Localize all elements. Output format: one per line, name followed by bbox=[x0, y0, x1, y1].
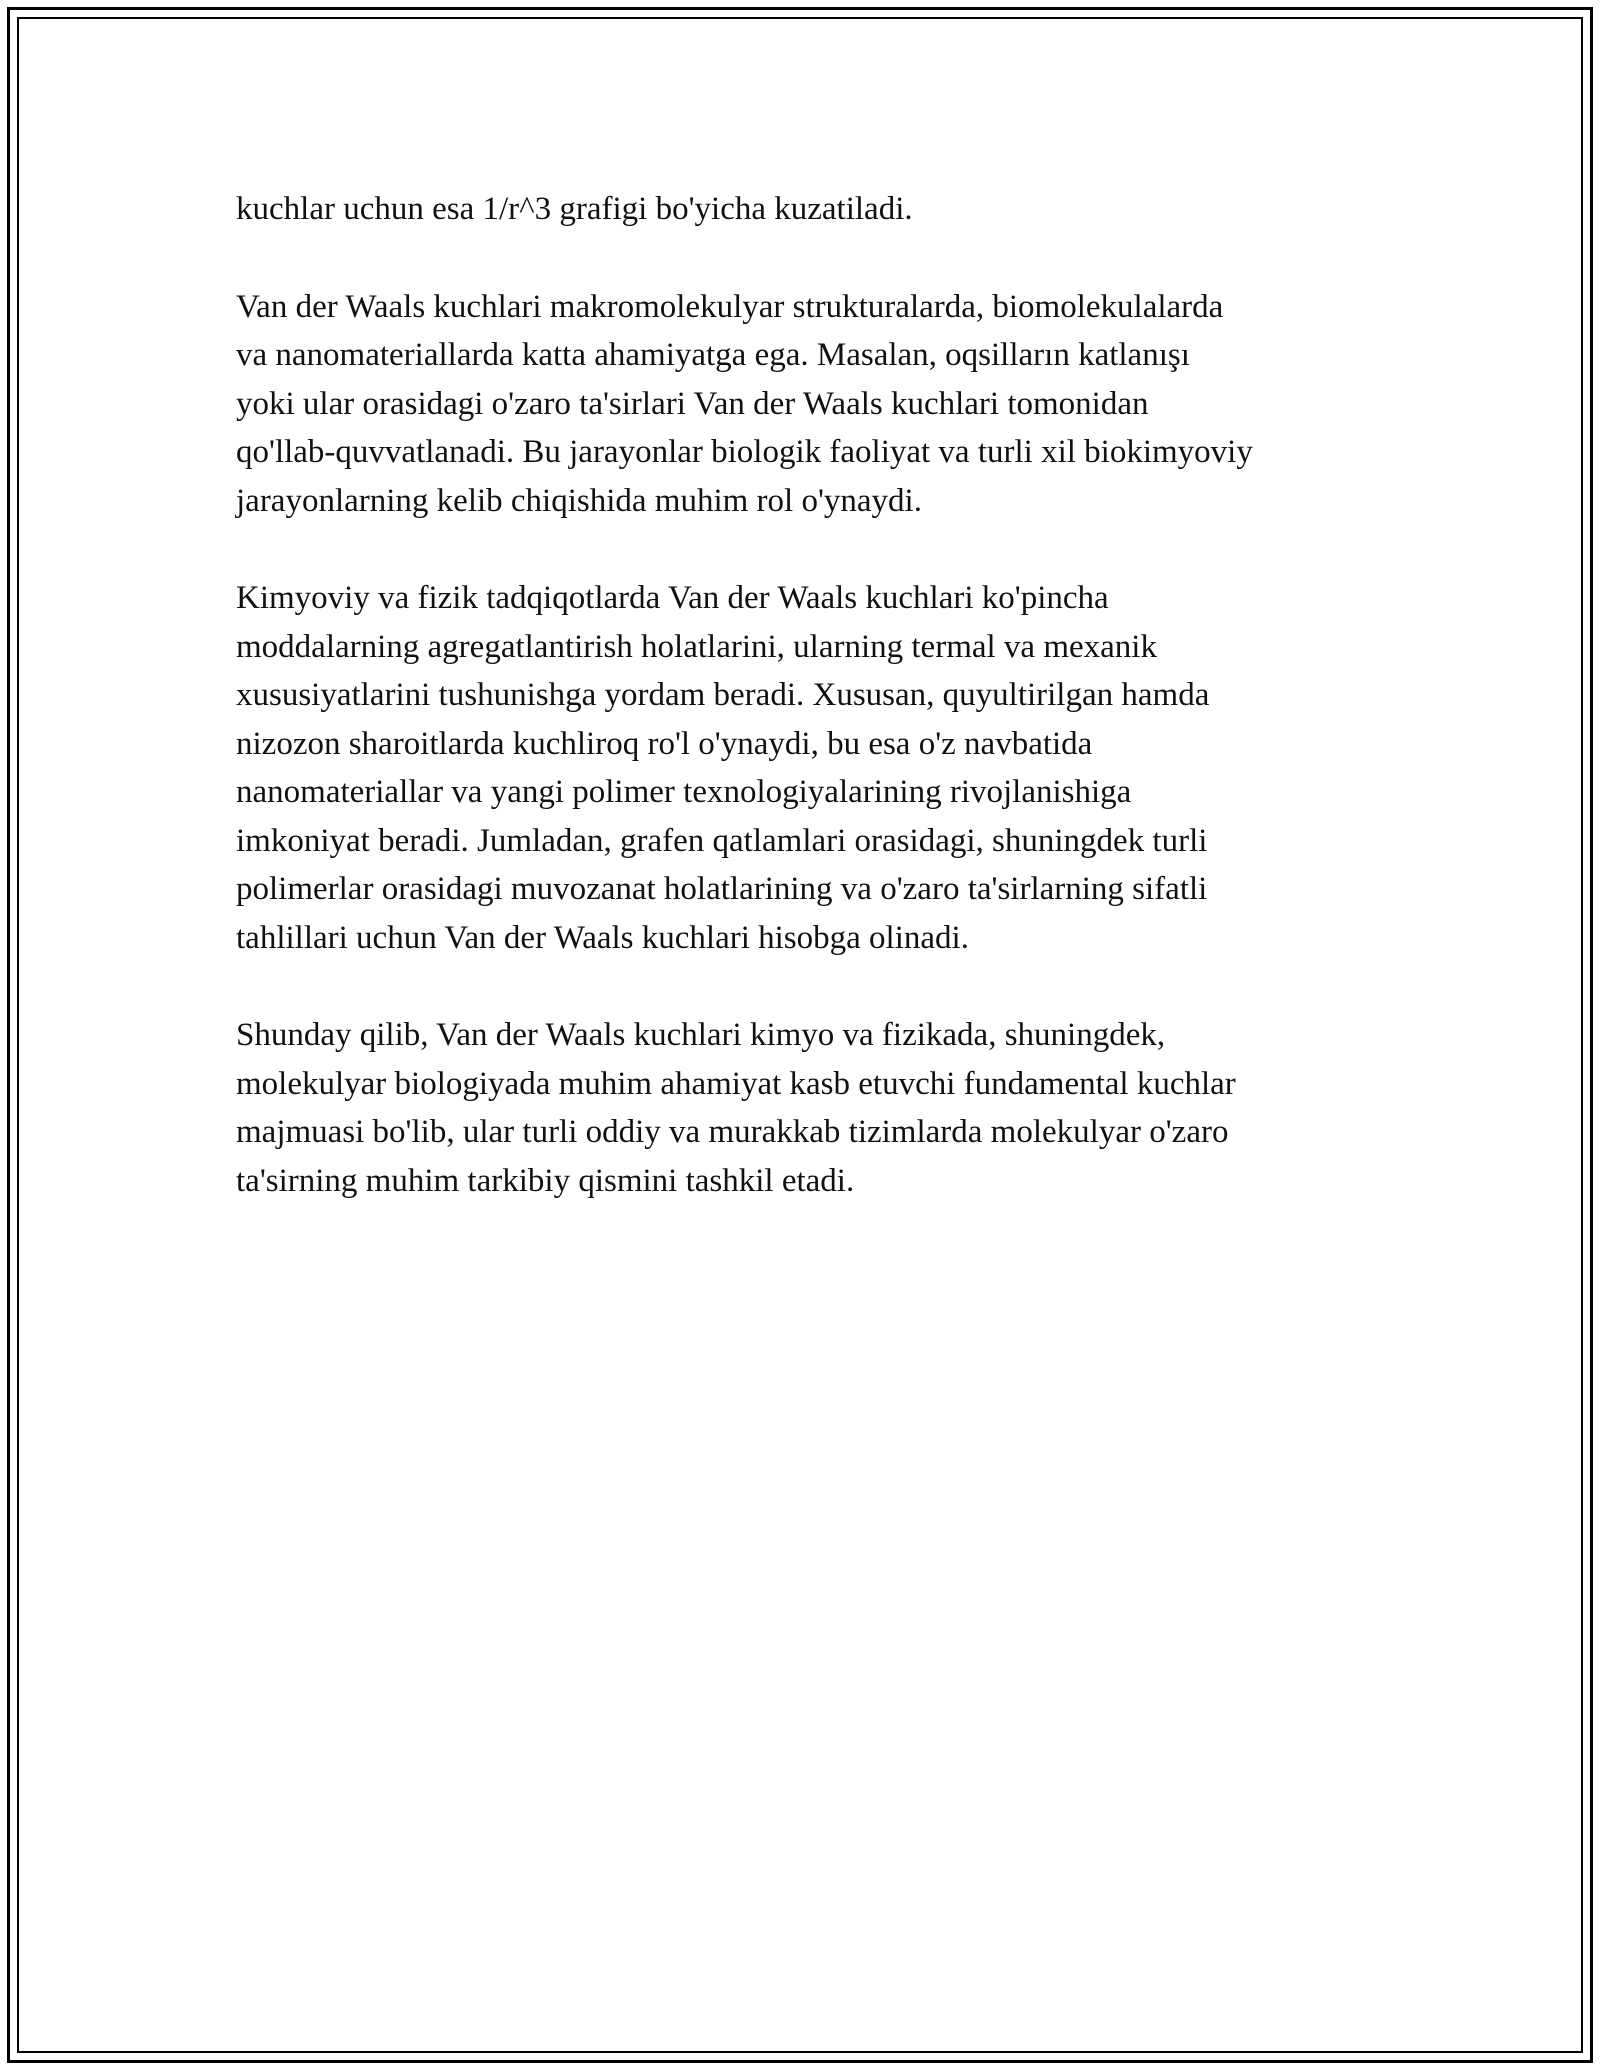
text-line: jarayonlarning kelib chiqishida muhim rol o'ynaydi. bbox=[236, 482, 922, 519]
document-body bbox=[236, 185, 1396, 1254]
text-line: nizozon sharoitlarda kuchliroq ro'l o'ynaydi, bu esa o'z navbatida bbox=[236, 725, 1093, 762]
text-line: qo'llab-quvvatlanadi. Bu jarayonlar biologik faoliyat va turli xil biokimyoviy bbox=[236, 434, 1253, 470]
text-line: nanomateriallar va yangi polimer texnologiyalarining rivojlanishiga bbox=[236, 774, 1132, 810]
text-line: majmuasi bo'lib, ular turli oddiy va murakkab tizimlarda molekulyar o'zaro bbox=[236, 1114, 1229, 1150]
text-line: polimerlar orasidagi muvozanat holatlarining va o'zaro ta'sirlarning sifatli bbox=[236, 871, 1208, 907]
text-line: kuchlar uchun esa 1/r^3 grafigi bo'yicha kuzatiladi. bbox=[236, 191, 913, 227]
text-line: tahlillari uchun Van der Waals kuchlari hisobga olinadi. bbox=[236, 919, 969, 956]
text-line: Van der Waals kuchlari makromolekulyar strukturalarda, biomolekulalarda bbox=[236, 288, 1224, 325]
text-line: moddalarning agregatlantirish holatlarini, ularning termal va mexanik bbox=[236, 628, 1157, 665]
paragraph-4 bbox=[236, 1011, 1396, 1205]
text-line: molekulyar biologiyada muhim ahamiyat kasb etuvchi fundamental kuchlar bbox=[236, 1065, 1236, 1102]
text-line: Kimyoviy va fizik tadqiqotlarda Van der Waals kuchlari ko'pincha bbox=[236, 580, 1109, 616]
text-line: va nanomateriallarda katta ahamiyatga ega. Masalan, oqsilların katlanışı bbox=[236, 337, 1190, 373]
paragraph-1 bbox=[236, 185, 1396, 234]
text-line: ta'sirning muhim tarkibiy qismini tashkil etadi. bbox=[236, 1162, 855, 1199]
text-line: xususiyatlarini tushunishga yordam beradi. Xususan, quyultirilgan hamda bbox=[236, 677, 1210, 713]
text-line: yoki ular orasidagi o'zaro ta'sirlari Van der Waals kuchlari tomonidan bbox=[236, 385, 1149, 422]
text-line: imkoniyat beradi. Jumladan, grafen qatlamlari orasidagi, shuningdek turli bbox=[236, 822, 1208, 859]
paragraph-3 bbox=[236, 574, 1396, 962]
text-line: Shunday qilib, Van der Waals kuchlari kimyo va fizikada, shuningdek, bbox=[236, 1017, 1166, 1053]
paragraph-2 bbox=[236, 283, 1396, 526]
